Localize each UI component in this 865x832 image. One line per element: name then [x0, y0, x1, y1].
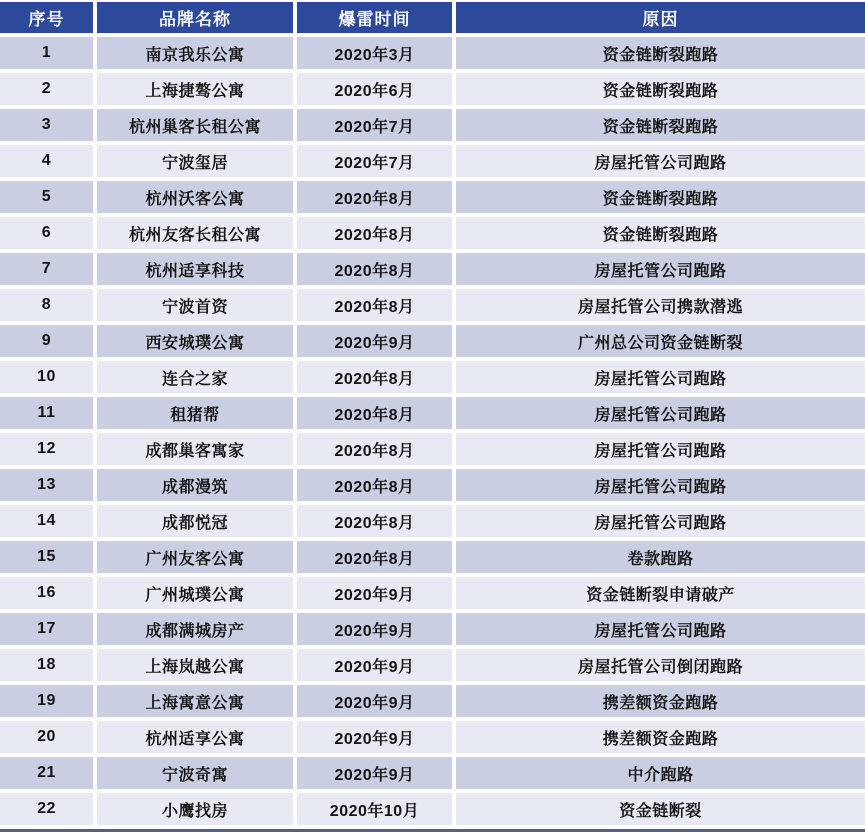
- cell-brand: 租猪帮: [97, 397, 293, 429]
- cell-index: 21: [0, 757, 93, 789]
- cell-brand: 成都满城房产: [97, 613, 293, 645]
- cell-time: 2020年9月: [297, 613, 452, 645]
- cell-brand: 连合之家: [97, 361, 293, 393]
- cell-index: 7: [0, 253, 93, 285]
- cell-reason: 携差额资金跑路: [456, 721, 865, 753]
- cell-brand: 宁波奇寓: [97, 757, 293, 789]
- cell-brand: 杭州适享公寓: [97, 721, 293, 753]
- cell-time: 2020年8月: [297, 217, 452, 249]
- cell-reason: 房屋托管公司跑路: [456, 469, 865, 501]
- cell-brand: 成都悦冠: [97, 505, 293, 537]
- cell-brand: 上海岚越公寓: [97, 649, 293, 681]
- cell-reason: 房屋托管公司跑路: [456, 253, 865, 285]
- cell-index: 9: [0, 325, 93, 357]
- cell-reason: 资金链断裂跑路: [456, 181, 865, 213]
- header-cell-time: 爆雷时间: [297, 2, 452, 33]
- cell-brand: 广州城璞公寓: [97, 577, 293, 609]
- cell-reason: 资金链断裂跑路: [456, 217, 865, 249]
- cell-index: 1: [0, 37, 93, 69]
- cell-reason: 中介跑路: [456, 757, 865, 789]
- cell-reason: 房屋托管公司跑路: [456, 433, 865, 465]
- header-cell-index: 序号: [0, 2, 93, 33]
- cell-brand: 南京我乐公寓: [97, 37, 293, 69]
- cell-reason: 房屋托管公司倒闭跑路: [456, 649, 865, 681]
- cell-index: 10: [0, 361, 93, 393]
- table-grid: [0, 2, 865, 825]
- cell-time: 2020年3月: [297, 37, 452, 69]
- cell-time: 2020年9月: [297, 649, 452, 681]
- cell-reason: 携差额资金跑路: [456, 685, 865, 717]
- cell-time: 2020年8月: [297, 541, 452, 573]
- cell-index: 8: [0, 289, 93, 321]
- cell-time: 2020年8月: [297, 433, 452, 465]
- cell-brand: 上海寓意公寓: [97, 685, 293, 717]
- cell-time: 2020年8月: [297, 505, 452, 537]
- cell-index: 15: [0, 541, 93, 573]
- cell-reason: 卷款跑路: [456, 541, 865, 573]
- cell-index: 6: [0, 217, 93, 249]
- cell-time: 2020年8月: [297, 397, 452, 429]
- cell-time: 2020年8月: [297, 289, 452, 321]
- cell-index: 12: [0, 433, 93, 465]
- cell-brand: 成都巢客寓家: [97, 433, 293, 465]
- cell-brand: 上海捷骜公寓: [97, 73, 293, 105]
- cell-time: 2020年9月: [297, 757, 452, 789]
- cell-time: 2020年9月: [297, 685, 452, 717]
- cell-reason: 广州总公司资金链断裂: [456, 325, 865, 357]
- cell-index: 19: [0, 685, 93, 717]
- cell-reason: 房屋托管公司跑路: [456, 145, 865, 177]
- cell-time: 2020年10月: [297, 793, 452, 825]
- cell-time: 2020年8月: [297, 253, 452, 285]
- cell-reason: 资金链断裂跑路: [456, 109, 865, 141]
- cell-brand: 小鹰找房: [97, 793, 293, 825]
- cell-index: 14: [0, 505, 93, 537]
- cell-reason: 资金链断裂: [456, 793, 865, 825]
- cell-brand: 杭州巢客长租公寓: [97, 109, 293, 141]
- cell-reason: 房屋托管公司跑路: [456, 505, 865, 537]
- cell-time: 2020年9月: [297, 721, 452, 753]
- cell-reason: 资金链断裂跑路: [456, 37, 865, 69]
- cell-index: 4: [0, 145, 93, 177]
- cell-reason: 房屋托管公司跑路: [456, 613, 865, 645]
- header-cell-reason: 原因: [456, 2, 865, 33]
- cell-time: 2020年8月: [297, 361, 452, 393]
- cell-brand: 宁波首资: [97, 289, 293, 321]
- header-cell-brand: 品牌名称: [97, 2, 293, 33]
- cell-brand: 杭州沃客公寓: [97, 181, 293, 213]
- cell-index: 18: [0, 649, 93, 681]
- cell-time: 2020年8月: [297, 181, 452, 213]
- cell-time: 2020年7月: [297, 109, 452, 141]
- cell-brand: 杭州友客长租公寓: [97, 217, 293, 249]
- cell-index: 17: [0, 613, 93, 645]
- cell-brand: 西安城璞公寓: [97, 325, 293, 357]
- cell-reason: 资金链断裂跑路: [456, 73, 865, 105]
- cell-reason: 房屋托管公司跑路: [456, 361, 865, 393]
- cell-index: 3: [0, 109, 93, 141]
- cell-time: 2020年9月: [297, 325, 452, 357]
- cell-index: 5: [0, 181, 93, 213]
- cell-reason: 房屋托管公司携款潜逃: [456, 289, 865, 321]
- cell-time: 2020年7月: [297, 145, 452, 177]
- cell-reason: 资金链断裂申请破产: [456, 577, 865, 609]
- cell-time: 2020年8月: [297, 469, 452, 501]
- cell-brand: 广州友客公寓: [97, 541, 293, 573]
- cell-index: 13: [0, 469, 93, 501]
- cell-index: 20: [0, 721, 93, 753]
- cell-index: 2: [0, 73, 93, 105]
- cell-index: 16: [0, 577, 93, 609]
- cell-time: 2020年6月: [297, 73, 452, 105]
- cell-reason: 房屋托管公司跑路: [456, 397, 865, 429]
- cell-time: 2020年9月: [297, 577, 452, 609]
- cell-index: 22: [0, 793, 93, 825]
- cell-index: 11: [0, 397, 93, 429]
- cell-brand: 成都漫筑: [97, 469, 293, 501]
- cell-brand: 宁波玺居: [97, 145, 293, 177]
- cell-brand: 杭州适享科技: [97, 253, 293, 285]
